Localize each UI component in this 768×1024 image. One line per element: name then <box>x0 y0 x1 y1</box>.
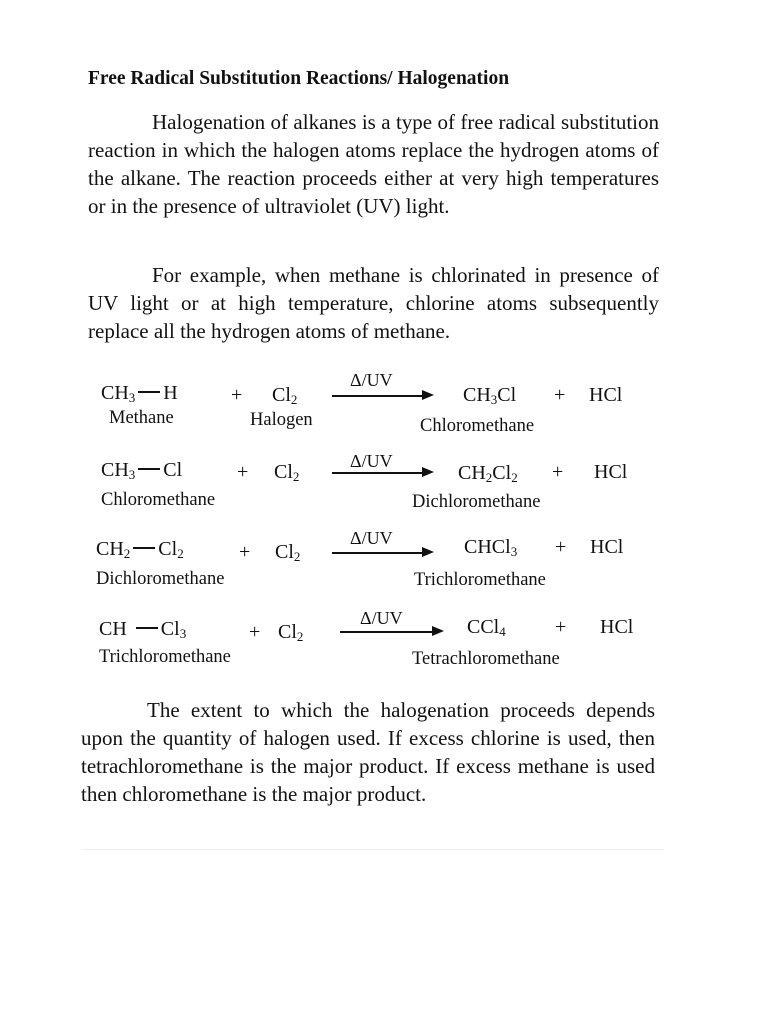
arrowhead-icon <box>422 467 434 477</box>
reagent-formula: $Cl_2$ <box>278 621 304 644</box>
reagent-formula: $Cl_2$ <box>274 461 300 484</box>
arrow-condition: Δ/UV <box>350 451 393 471</box>
product-name: Tetrachloromethane <box>412 649 560 669</box>
reagent-formula: $Cl_2$ <box>275 541 301 564</box>
reactant-formula: $CH_2$ $Cl_2$ <box>96 538 184 561</box>
single-bond <box>133 547 155 549</box>
product-formula: CCl$_4$ <box>467 616 506 639</box>
reagent-formula: $Cl_2$ <box>272 384 298 407</box>
plus-sign: + <box>237 461 249 483</box>
reactant-name: Chloromethane <box>101 490 216 510</box>
plus-sign: + <box>231 384 243 406</box>
single-bond <box>138 391 160 393</box>
intro-paragraph: Halogenation of alkanes is a type of free radical substitution reaction in which the halogen atoms replace the hydrogen atoms of the alkane. The reaction proceeds either at very high temperatures or in the presence of ultraviolet (UV) light. <box>88 110 659 218</box>
reactant-name: Trichloromethane <box>99 647 231 667</box>
byproduct-formula: HCl <box>589 384 623 406</box>
byproduct-formula: HCl <box>590 536 624 558</box>
reactant-formula: $CH_3$ Cl <box>101 459 183 482</box>
byproduct-formula: HCl <box>600 616 634 638</box>
product-formula: $CH_2Cl_2$ <box>458 462 518 485</box>
arrow-condition: Δ/UV <box>350 370 393 390</box>
single-bond <box>136 627 158 629</box>
reactant-name: Methane <box>109 408 174 428</box>
conclusion-paragraph: The extent to which the halogenation proceeds depends upon the quantity of halogen used. If excess chlorine is used, then tetrachloromethane is the major product. If excess methane is used then chloromethane is the major product. <box>81 698 655 806</box>
arrowhead-icon <box>432 626 444 636</box>
plus-sign: + <box>239 541 251 563</box>
byproduct-formula: HCl <box>594 461 628 483</box>
plus-sign: + <box>555 536 567 558</box>
reagent-name: Halogen <box>250 410 313 430</box>
arrow-condition: Δ/UV <box>360 608 403 628</box>
product-name: Chloromethane <box>420 416 535 436</box>
product-formula: $CH_3Cl$ <box>463 384 517 407</box>
plus-sign: + <box>554 384 566 406</box>
product-formula: CHCl$_3$ <box>464 536 518 559</box>
example-paragraph: For example, when methane is chlorinated in presence of UV light or at high temperature, chlorine atoms subsequently replace all the hydrogen atoms of methane. <box>88 263 659 343</box>
plus-sign: + <box>552 461 564 483</box>
arrowhead-icon <box>422 547 434 557</box>
arrow-condition: Δ/UV <box>350 528 393 548</box>
reactant-formula: CH $Cl_3$ <box>99 618 187 641</box>
arrowhead-icon <box>422 390 434 400</box>
plus-sign: + <box>555 616 567 638</box>
page-divider <box>82 849 664 850</box>
product-name: Dichloromethane <box>412 492 541 512</box>
reactant-formula: $CH_3$ H <box>101 382 178 405</box>
plus-sign: + <box>249 621 261 643</box>
product-name: Trichloromethane <box>414 570 546 590</box>
single-bond <box>138 468 160 470</box>
page-title: Free Radical Substitution Reactions/ Halogenation <box>88 68 510 89</box>
reactant-name: Dichloromethane <box>96 569 225 589</box>
